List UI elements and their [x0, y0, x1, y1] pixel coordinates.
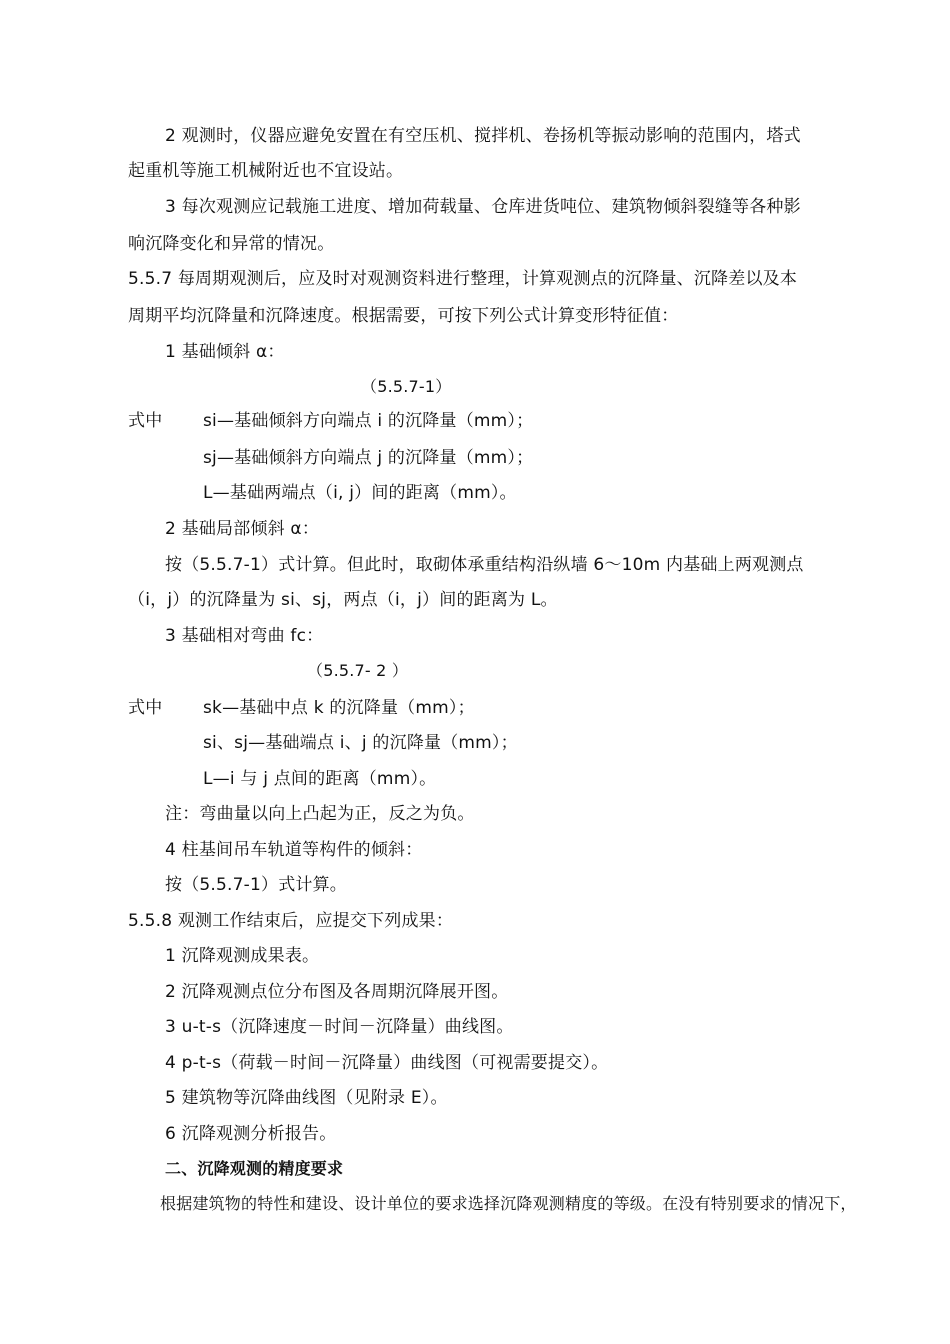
list-item: 6 沉降观测分析报告。 [165, 1124, 337, 1144]
section-5-5-7-line: 5.5.7 每周期观测后，应及时对观测资料进行整理，计算观测点的沉降量、沉降差以及本 [128, 269, 798, 289]
formula-number: （5.5.7-1） [361, 377, 452, 396]
list-item: 2 基础局部倾斜 α： [165, 519, 320, 539]
paragraph-line: 根据建筑物的特性和建设、设计单位的要求选择沉降观测精度的等级。在没有特别要求的情况下， [160, 1194, 857, 1213]
section-5-5-8-line: 5.5.8 观测工作结束后，应提交下列成果： [128, 911, 454, 931]
paragraph-line: （i，j）的沉降量为 si、sj，两点（i，j）间的距离为 L。 [128, 590, 558, 610]
variable-definition: sk—基础中点 k 的沉降量（mm）； [203, 698, 475, 718]
section-heading: 二、沉降观测的精度要求 [165, 1159, 344, 1178]
list-item: 4 p-t-s（荷载－时间－沉降量）曲线图（可视需要提交）。 [165, 1053, 609, 1073]
list-item: 4 柱基间吊车轨道等构件的倾斜： [165, 840, 423, 860]
formula-where-label: 式中 [128, 698, 163, 718]
paragraph-line: 2 观测时，仪器应避免安置在有空压机、搅拌机、卷扬机等振动影响的范围内，塔式 [165, 126, 801, 146]
list-item: 1 沉降观测成果表。 [165, 946, 320, 966]
paragraph-line: 起重机等施工机械附近也不宜设站。 [128, 161, 404, 181]
variable-definition: sj—基础倾斜方向端点 j 的沉降量（mm）； [203, 448, 534, 468]
list-item: 2 沉降观测点位分布图及各周期沉降展开图。 [165, 982, 509, 1002]
paragraph-line: 3 每次观测应记载施工进度、增加荷载量、仓库进货吨位、建筑物倾斜裂缝等各种影 [165, 197, 801, 217]
paragraph-line: 按（5.5.7-1）式计算。但此时，取砌体承重结构沿纵墙 6～10m 内基础上两观测点 [165, 555, 804, 575]
paragraph-line: 按（5.5.7-1）式计算。 [165, 875, 348, 895]
variable-definition: si—基础倾斜方向端点 i 的沉降量（mm）； [203, 411, 534, 431]
variable-definition: si、sj—基础端点 i、j 的沉降量（mm）； [203, 733, 518, 753]
variable-definition: L—基础两端点（i, j）间的距离（mm）。 [203, 483, 517, 503]
paragraph-line: 周期平均沉降量和沉降速度。根据需要，可按下列公式计算变形特征值： [128, 306, 679, 326]
variable-definition: L—i 与 j 点间的距离（mm）。 [203, 769, 437, 789]
formula-where-label: 式中 [128, 411, 163, 431]
formula-number: （5.5.7- 2 ） [307, 661, 409, 680]
list-item: 1 基础倾斜 α： [165, 342, 285, 362]
list-item: 3 基础相对弯曲 fc： [165, 626, 324, 646]
note-line: 注：弯曲量以向上凸起为正，反之为负。 [165, 804, 475, 824]
list-item: 5 建筑物等沉降曲线图（见附录 E）。 [165, 1088, 448, 1108]
paragraph-line: 响沉降变化和异常的情况。 [128, 234, 335, 254]
list-item: 3 u-t-s（沉降速度－时间－沉降量）曲线图。 [165, 1017, 514, 1037]
